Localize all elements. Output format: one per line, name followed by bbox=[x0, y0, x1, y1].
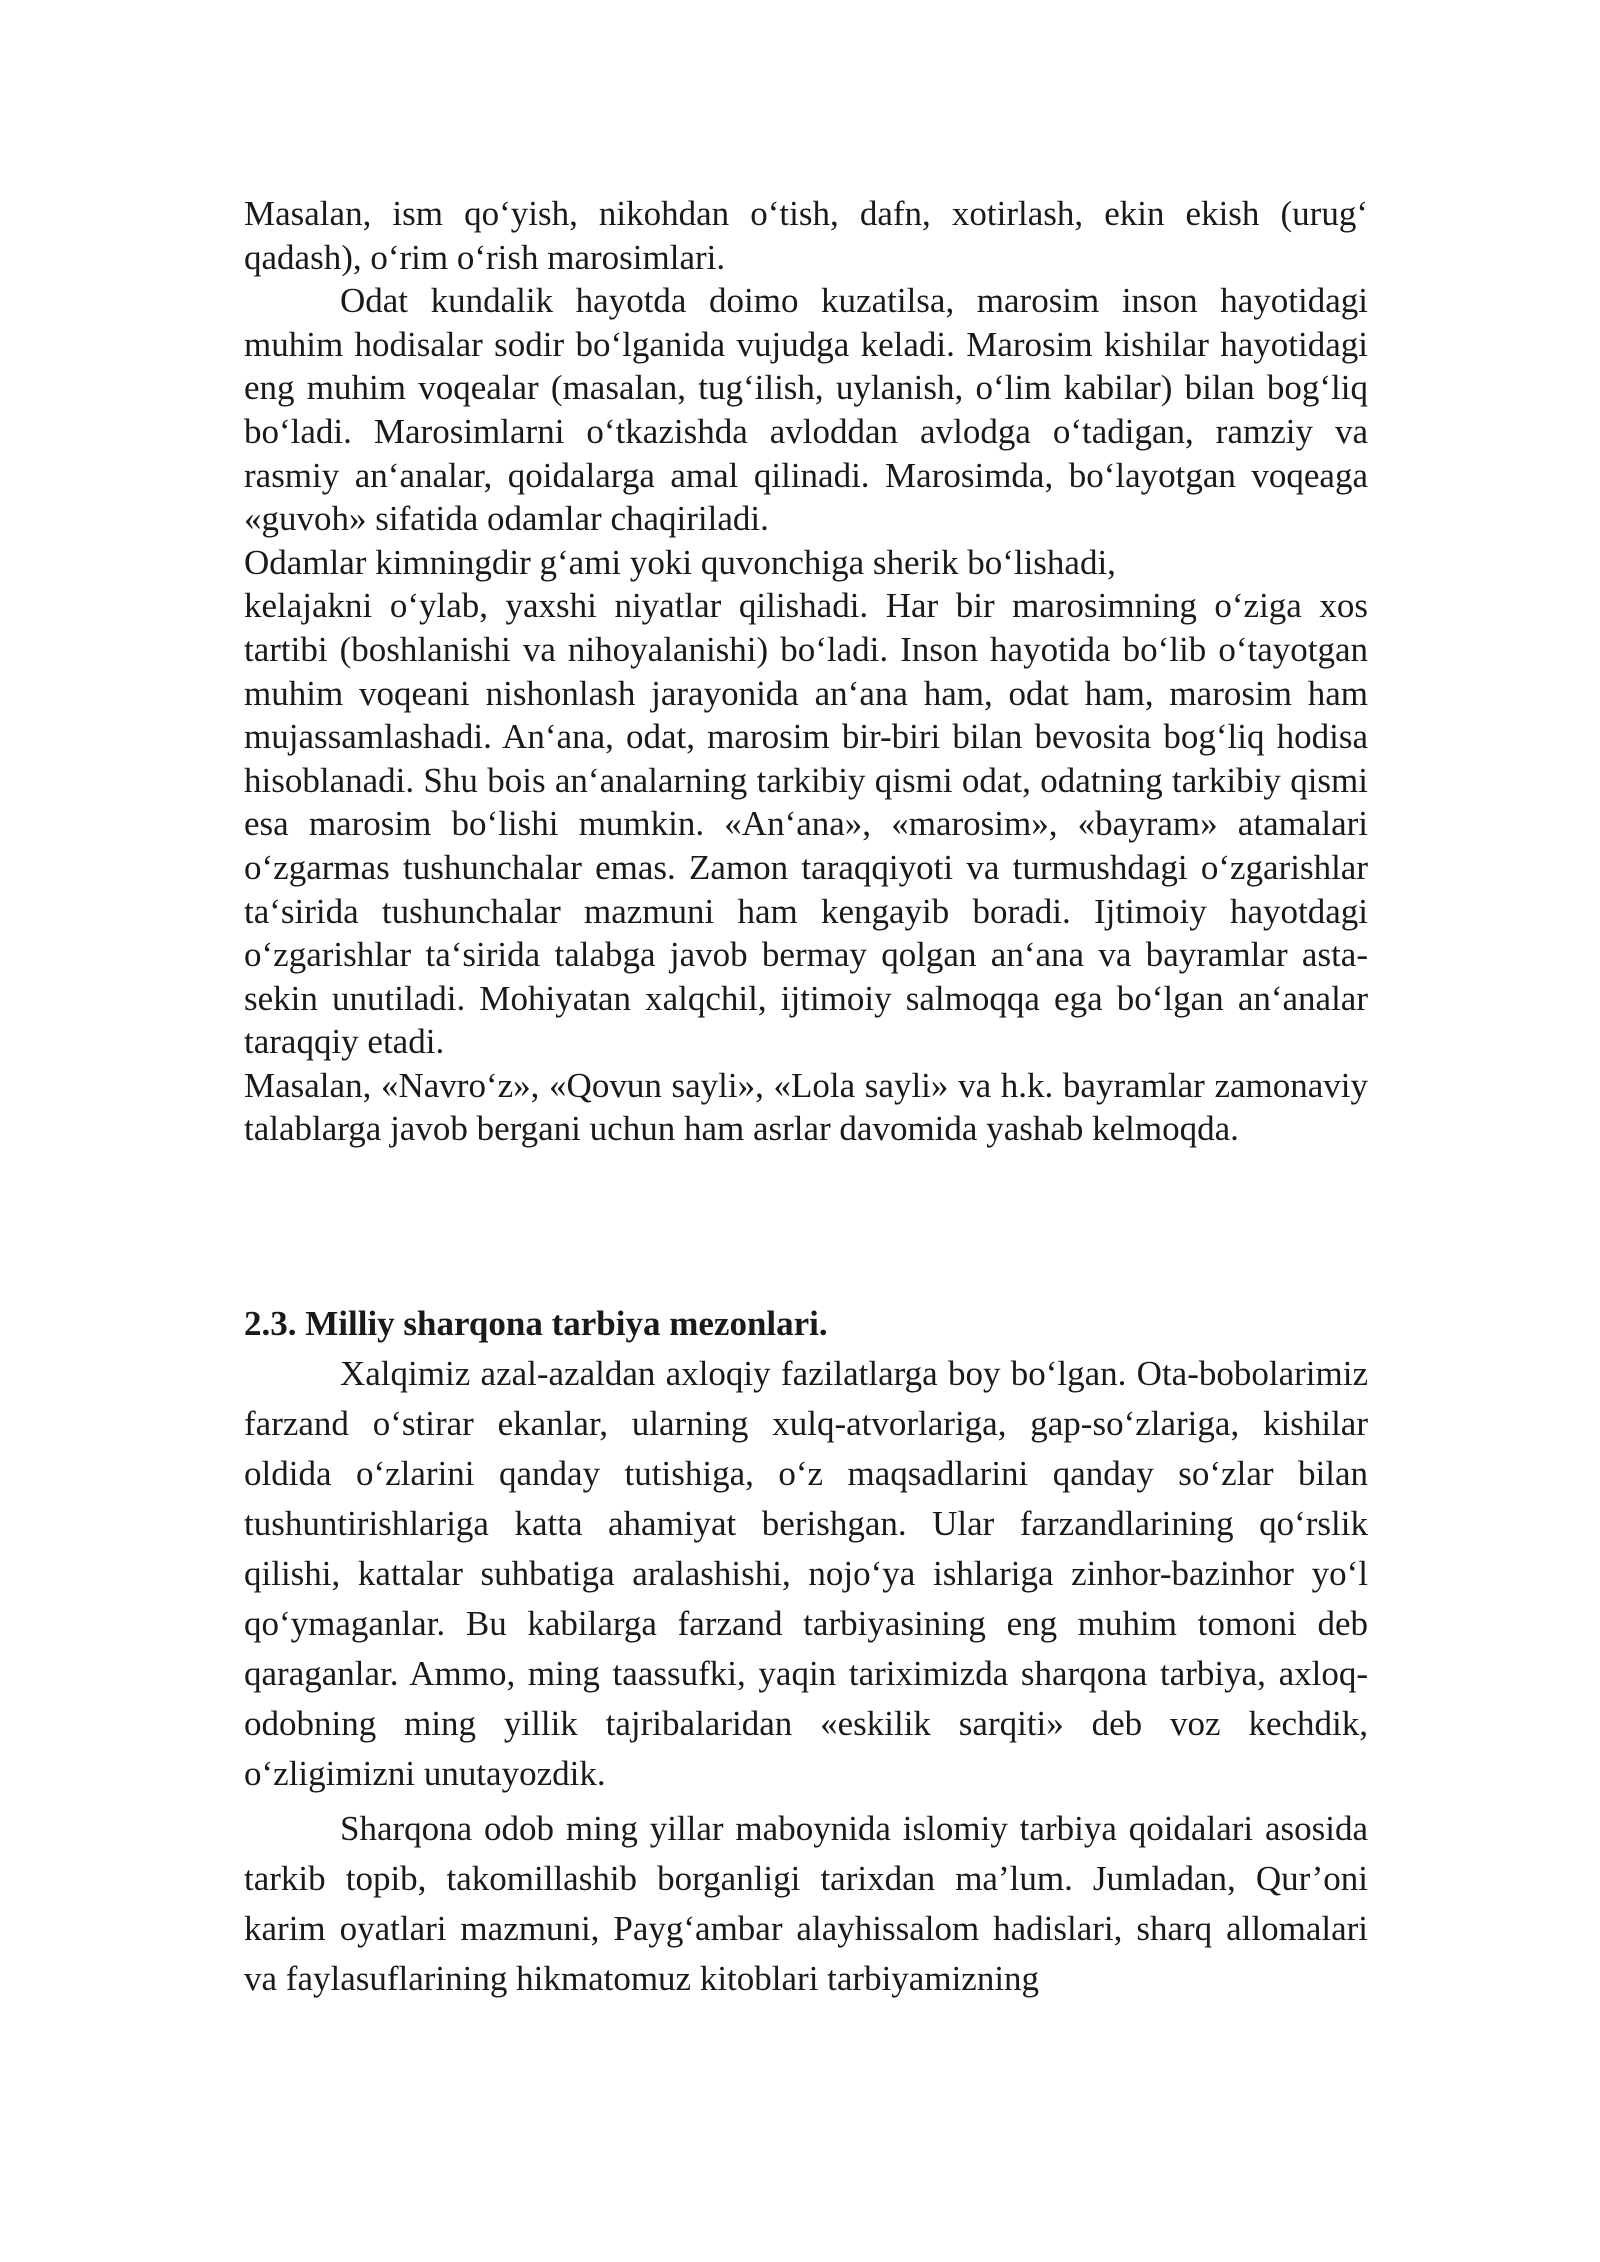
paragraph: Masalan, «Navro‘z», «Qovun sayli», «Lola sayli» va h.k. bayramlar zamonaviy talablarga javob bergani uchun ham asrlar davomida yashab kelmoqda. bbox=[244, 1065, 1368, 1149]
paragraph: Sharqona odob ming yillar maboynida islomiy tarbiya qoidalari asosida tarkib topib, takomillashib borganligi tarixdan ma’lum. Jumladan, Qur’oni karim oyatlari mazmuni, Payg‘ambar alayhissalom hadislari, sharq allomalari va faylasuflarining hikmatomuz kitoblari tarbiyamizning bbox=[244, 1809, 1368, 1999]
paragraph: Xalqimiz azal-azaldan axloqiy fazilatlarga boy bo‘lgan. Ota-bobolarimiz farzand o‘stirar ekanlar, ularning xulq-atvorlariga, gap-so‘zlariga, kishilar oldida o‘zlarini qanday tutishiga, o‘z maqsadlarini qanday so‘zlar bilan tushuntirishlariga katta ahamiyat berishgan. Ular farzandlarining qo‘rslik qilishi, kattalar suhbatiga aralashishi, nojo‘ya ishlariga zinhor-bazinhor yo‘l qo‘ymaganlar. Bu kabilarga farzand tarbiyasining eng muhim tomoni deb qaraganlar. Ammo, ming taassufki, yaqin tariximizda sharqona tarbiya, axloq-odobning ming yillik tajribalaridan «eskilik sarqiti» deb voz kechdik, o‘zligimizni unutayozdik. bbox=[244, 1354, 1368, 1794]
section-odat-marosim bbox=[244, 192, 1368, 1151]
paragraph: Masalan, ism qo‘yish, nikohdan o‘tish, dafn, xotirlash, ekin ekish (urug‘ qadash), o‘rim o‘rish marosimlari. bbox=[244, 194, 1368, 277]
document-page bbox=[244, 192, 1368, 2004]
paragraph: Odat kundalik hayotda doimo kuzatilsa, marosim inson hayotidagi muhim hodisalar sodir bo‘lganida vujudga keladi. Marosim kishilar hayotidagi eng muhim voqealar (masalan, tug‘ilish, uylanish, o‘lim kabilar) bilan bog‘liq bo‘ladi. Marosimlarni o‘tkazishda avloddan avlodga o‘tadigan, ramziy va rasmiy an‘analar, qoidalarga amal qilinadi. Marosimda, bo‘layotgan voqeaga «guvoh» sifatida odamlar chaqiriladi. bbox=[244, 281, 1368, 539]
paragraph: kelajakni o‘ylab, yaxshi niyatlar qilishadi. Har bir marosimning o‘ziga xos tartibi (boshlanishi va nihoyalanishi) bo‘ladi. Inson hayotida bo‘lib o‘tayotgan muhim voqeani nishonlash jarayonida an‘ana ham, odat ham, marosim ham mujassamlashadi. An‘ana, odat, marosim bir-biri bilan bevosita bog‘liq hodisa hisoblanadi. Shu bois an‘analarning tarkibiy qismi odat, odatning tarkibiy qismi esa marosim bo‘lishi mumkin. «An‘ana», «marosim», «bayram» atamalari o‘zgarmas tushunchalar emas. Zamon taraqqiyoti va turmushdagi o‘zgarishlar ta‘sirida tushunchalar mazmuni ham kengayib boradi. Ijtimoiy hayotdagi o‘zgarishlar ta‘sirida talabga javob bermay qolgan an‘ana va bayramlar asta-sekin unutiladi. Mohiyatan xalqchil, ijtimoiy salmoqqa ega bo‘lgan an‘analar taraqqiy etadi. bbox=[244, 586, 1368, 1062]
paragraph: Odamlar kimningdir g‘ami yoki quvonchiga sherik bo‘lishadi, bbox=[244, 542, 1116, 582]
section-heading: 2.3. Milliy sharqona tarbiya mezonlari. bbox=[244, 1304, 828, 1344]
section-milliy-tarbiya bbox=[244, 1349, 1368, 2004]
